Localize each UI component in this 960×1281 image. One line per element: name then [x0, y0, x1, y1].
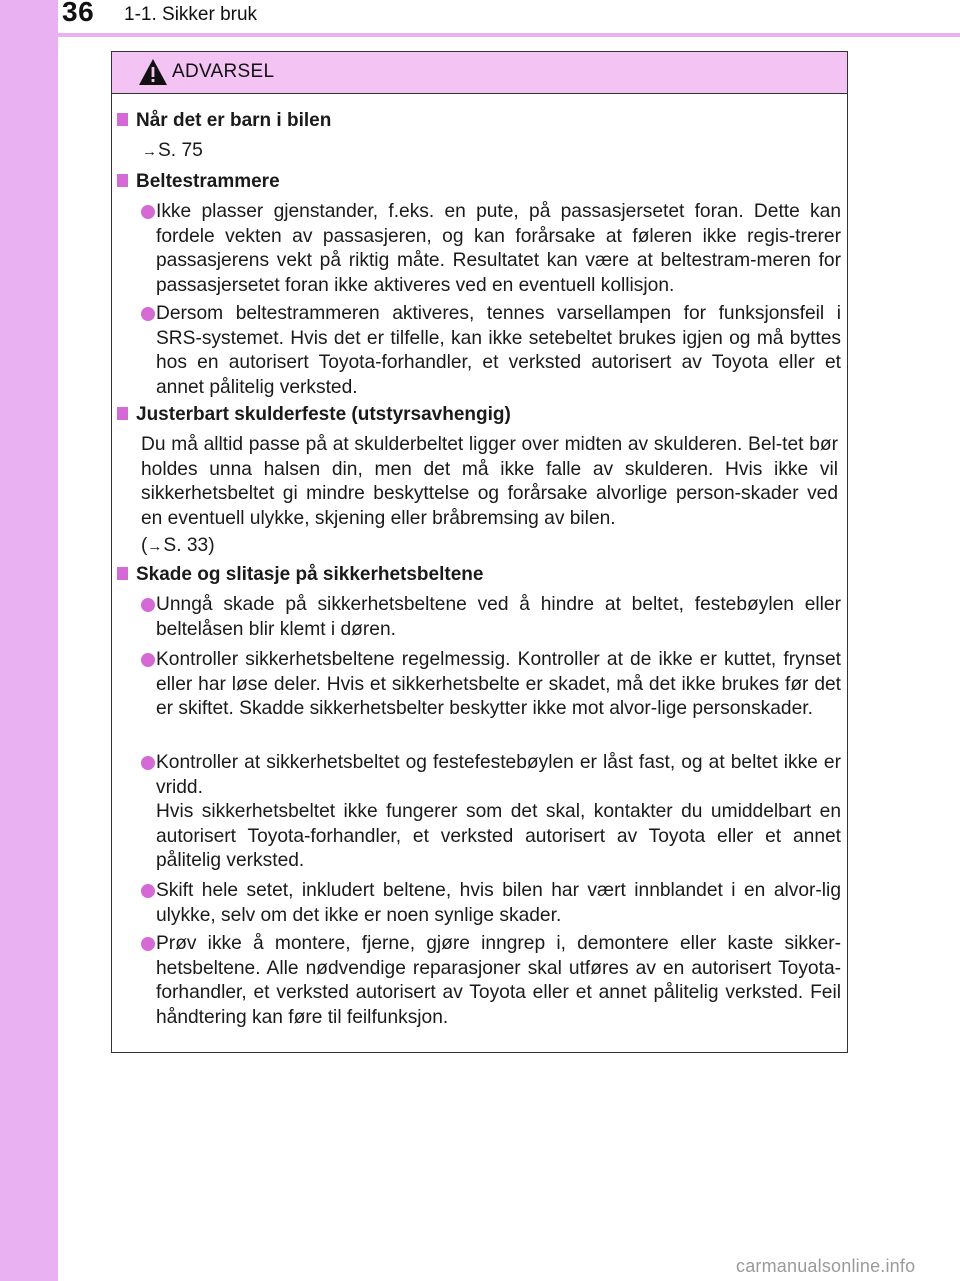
shoulder-anchor-text: [141, 433, 838, 531]
bullet-item: [141, 200, 841, 298]
bullet-item: [141, 302, 841, 400]
bullet-text: Skift hele setet, inkludert beltene, hvis bilen har vært innblandet i en alvor-lig ulykke, selv om det ikke er noen synlige skader.: [156, 880, 841, 926]
bullet-dot-icon: [141, 205, 155, 219]
bullet-text-continued: Hvis sikkerhetsbeltet ikke fungerer som det skal, kontakter du umiddelbart en autorisert Toyota-forhandler, et verksted autorisert av Toyota eller et annet pålitelig verksted.: [156, 801, 841, 871]
bullet-item: [141, 751, 841, 874]
heading-pretensioners-text: Beltestrammere: [136, 171, 280, 192]
arrow-right-icon: →: [142, 143, 157, 160]
bullet-item: [141, 879, 841, 928]
bullet-dot-icon: [141, 884, 155, 898]
section-square-icon: [117, 567, 128, 580]
section-square-icon: [117, 113, 128, 126]
ref-children: [142, 139, 842, 165]
bullet-dot-icon: [141, 307, 155, 321]
heading-shoulder-anchor-text: Justerbart skulderfeste (utstyrsavhengig): [136, 404, 511, 425]
bullet-text: Prøv ikke å montere, fjerne, gjøre inngrep i, demontere eller kaste sikker-hetsbeltene. Alle nødvendige reparasjoner skal utføres av en autorisert Toyota-forhandler, et verksted autorisert av Toyota eller et annet pålitelig verksted. Feil håndtering kan føre til feilfunksjon.: [156, 933, 841, 1028]
bullet-text: Kontroller sikkerhetsbeltene regelmessig. Kontroller at de ikke er kuttet, frynset eller har løse deler. Hvis et sikkerhetsbelte er skadet, må det ikke brukes før det er skiftet. Skadde sikkerhetsbelter beskytter ikke mot alvor-lige personskader.: [156, 649, 841, 719]
ref-children-text: S. 75: [158, 140, 203, 161]
bullet-item: [141, 932, 841, 1030]
top-rule: [58, 33, 960, 37]
bullet-text: Kontroller at sikkerhetsbeltet og festefestebøylen er låst fast, og at beltet ikke er vridd.: [156, 752, 841, 798]
heading-children-text: Når det er barn i bilen: [136, 110, 332, 131]
bullet-dot-icon: [141, 598, 155, 612]
ref-paren: (: [141, 535, 148, 556]
bullet-item: [141, 648, 841, 722]
bullet-text: Dersom beltestrammeren aktiveres, tennes varsellampen for funksjonsfeil i SRS-systemet. Hvis det er tilfelle, kan ikke setebeltet brukes igjen og må byttes hos en autorisert Toyota-forhandler, et verksted autorisert av Toyota eller et annet pålitelig verksted.: [156, 303, 841, 398]
ref-shoulder-anchor-text: S. 33): [163, 535, 215, 556]
section-square-icon: [117, 174, 128, 187]
heading-pretensioners: [117, 170, 280, 195]
bullet-dot-icon: [141, 756, 155, 770]
warning-header: [112, 52, 847, 94]
ref-shoulder-anchor: [141, 534, 841, 560]
bullet-text: Ikke plasser gjenstander, f.eks. en pute, på passasjersetet foran. Dette kan fordele vekten av passasjeren, og kan forårsake at føleren ikke regis-trerer passasjerens vekt på riktig måte. Resultatet kan være at beltestram-meren for passasjersetet foran ikke aktiveres ved en eventuell kollisjon.: [156, 201, 841, 296]
heading-damage-text: Skade og slitasje på sikkerhetsbeltene: [136, 564, 484, 585]
heading-damage: [117, 563, 483, 588]
bullet-text: Unngå skade på sikkerhetsbeltene ved å hindre at beltet, festebøylen eller beltelåsen blir klemt i døren.: [156, 594, 841, 640]
section-square-icon: [117, 407, 128, 420]
bullet-dot-icon: [141, 653, 155, 667]
warning-label: ADVARSEL: [172, 61, 275, 82]
warning-triangle-icon: [138, 58, 168, 86]
heading-children: [117, 109, 331, 134]
bullet-item: [141, 593, 841, 642]
watermark: carmanualsonline.info: [736, 1256, 916, 1276]
shoulder-anchor-body: Du må alltid passe på at skulderbeltet ligger over midten av skulderen. Bel-tet bør holdes unna halsen din, men det må ikke falle av skulderen. Hvis ikke vil sikkerhetsbeltet gi mindre beskyttelse og forårsake alvorlige person-skader ved en eventuell ulykke, skjening eller bråbremsing av bilen.: [141, 434, 838, 529]
heading-shoulder-anchor: [117, 403, 511, 428]
bullet-dot-icon: [141, 937, 155, 951]
side-band: [0, 0, 58, 1281]
arrow-right-icon: →: [147, 538, 163, 555]
page-number: 36: [62, 0, 95, 27]
section-title: 1-1. Sikker bruk: [124, 4, 258, 25]
warning-box: [111, 51, 848, 1053]
